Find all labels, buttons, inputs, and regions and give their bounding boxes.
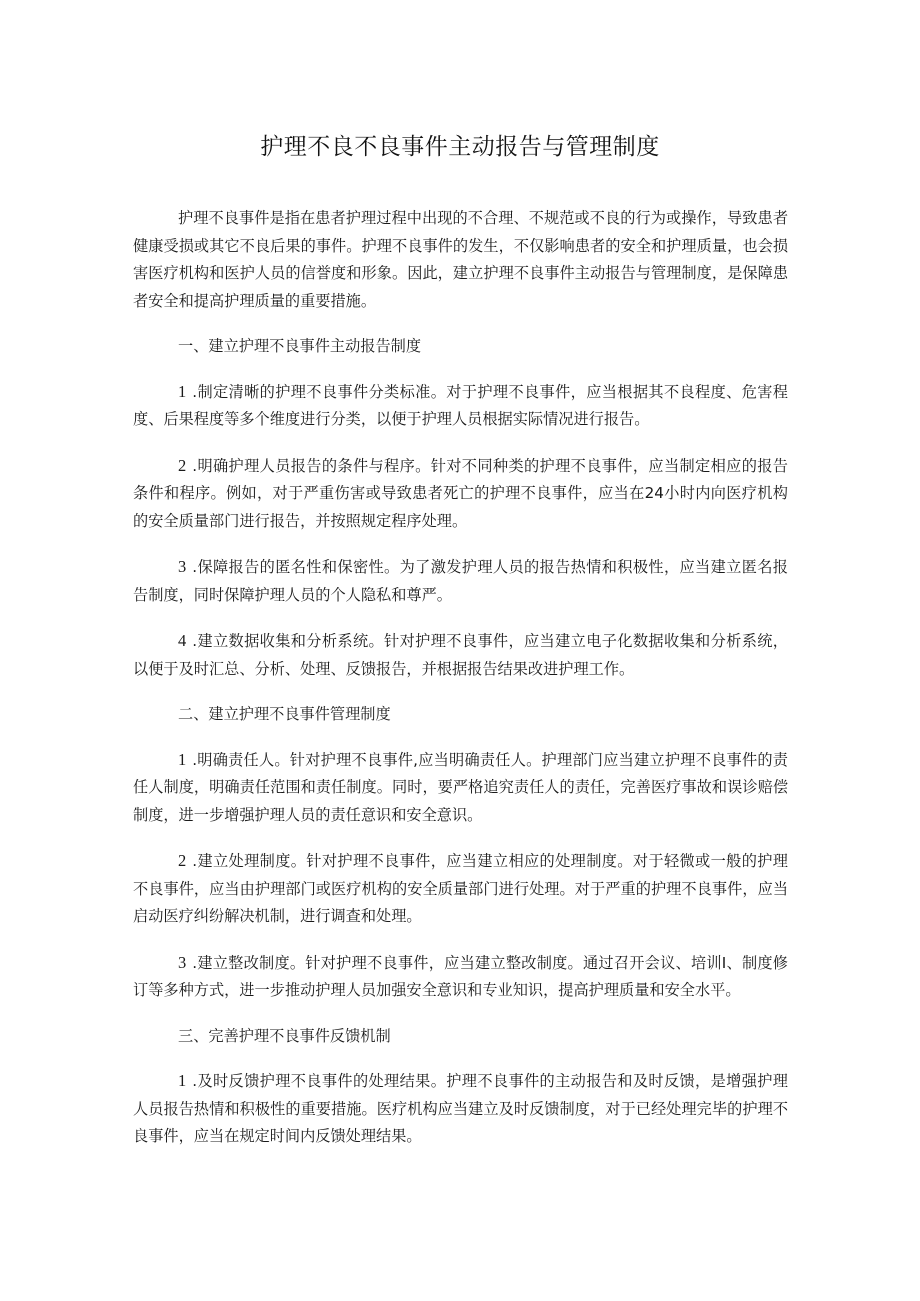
paragraph-text: 三、完善护理不良事件反馈机制 (178, 1026, 391, 1045)
paragraph-text: .保障报告的匿名性和保密性。为了激发护理人员的报告热情和积极性，应当建立匿名报告制度，同时保障护理人员的个人隐私和尊严。 (133, 558, 788, 604)
paragraph-item (133, 627, 788, 683)
paragraph-item (133, 1067, 788, 1151)
item-number: 2 (178, 455, 187, 475)
paragraph-text: .建立整改制度。针对护理不良事件，应当建立整改制度。通过召开会议、培训I、制度修订等多种方式，进一步推动护理人员加强安全意识和专业知识，提高护理质量和安全水平。 (133, 953, 788, 999)
paragraph-text: .明确护理人员报告的条件与程序。针对不同种类的护理不良事件，应当制定相应的报告条件和程序。例如，对于严重伤害或导致患者死亡的护理不良事件，应当在24小时内向医疗机构的安全质量部门进行报告，并按照规定程序处理。 (133, 456, 788, 530)
paragraph-text: 二、建立护理不良事件管理制度 (178, 705, 391, 723)
document-title: 护理不良不良事件主动报告与管理制度 (260, 134, 660, 160)
paragraph-item (133, 847, 788, 931)
paragraph-text: .明确责任人。针对护理不良事件,应当明确责任人。护理部门应当建立护理不良事件的责任人制度，明确责任范围和责任制度。同时，要严格追究责任人的责任，完善医疗事故和误诊赔偿制度，进一步增强护理人员的责任意识和安全意识。 (133, 750, 788, 824)
item-number: 3 (178, 952, 187, 972)
item-number: 1 (178, 1071, 187, 1090)
paragraph-text: .及时反馈护理不良事件的处理结果。护理不良事件的主动报告和及时反馈，是增强护理人员报告热情和积极性的重要措施。医疗机构应当建立及时反馈制度，对于已经处理完毕的护理不良事件，应当在规定时间内反馈处理结果。 (133, 1072, 788, 1145)
paragraph-item (133, 553, 788, 609)
paragraph-text: 一、建立护理不良事件主动报告制度 (178, 337, 421, 355)
paragraph-text: 护理不良事件是指在患者护理过程中出现的不合理、不规范或不良的行为或操作，导致患者健康受损或其它不良后果的事件。护理不良事件的发生，不仅影响患者的安全和护理质量，也会损害医疗机构和医护人员的信誉度和形象。因此，建立护理不良事件主动报告与管理制度，是保障患者安全和提高护理质量的重要措施。 (133, 209, 788, 310)
paragraph-intro (133, 205, 788, 315)
paragraph-text: .建立处理制度。针对护理不良事件，应当建立相应的处理制度。对于轻微或一般的护理不良事件，应当由护理部门或医疗机构的安全质量部门进行处理。对于严重的护理不良事件，应当启动医疗纠纷解决机制，进行调查和处理。 (133, 852, 788, 925)
paragraph-item (133, 452, 788, 536)
item-number: 2 (178, 851, 187, 870)
item-number: 1 (178, 749, 187, 769)
paragraph-text: .建立数据收集和分析系统。针对护理不良事件，应当建立电子化数据收集和分析系统，以便于及时汇总、分析、处理、反馈报告，并根据报告结果改进护理工作。 (133, 632, 788, 678)
item-number: 4 (178, 631, 187, 650)
item-number: 3 (178, 557, 187, 576)
item-number: 1 (178, 381, 187, 401)
paragraph-text: .制定清晰的护理不良事件分类标准。对于护理不良事件，应当根据其不良程度、危害程度、后果程度等多个维度进行分类，以便于护理人员根据实际情况进行报告。 (133, 382, 788, 428)
section-heading-2 (133, 701, 788, 729)
section-heading-3 (133, 1023, 788, 1051)
paragraph-item (133, 949, 788, 1005)
paragraph-item (133, 378, 788, 434)
section-heading-1 (133, 333, 788, 361)
paragraph-item (133, 746, 788, 830)
document-body (133, 205, 788, 1151)
